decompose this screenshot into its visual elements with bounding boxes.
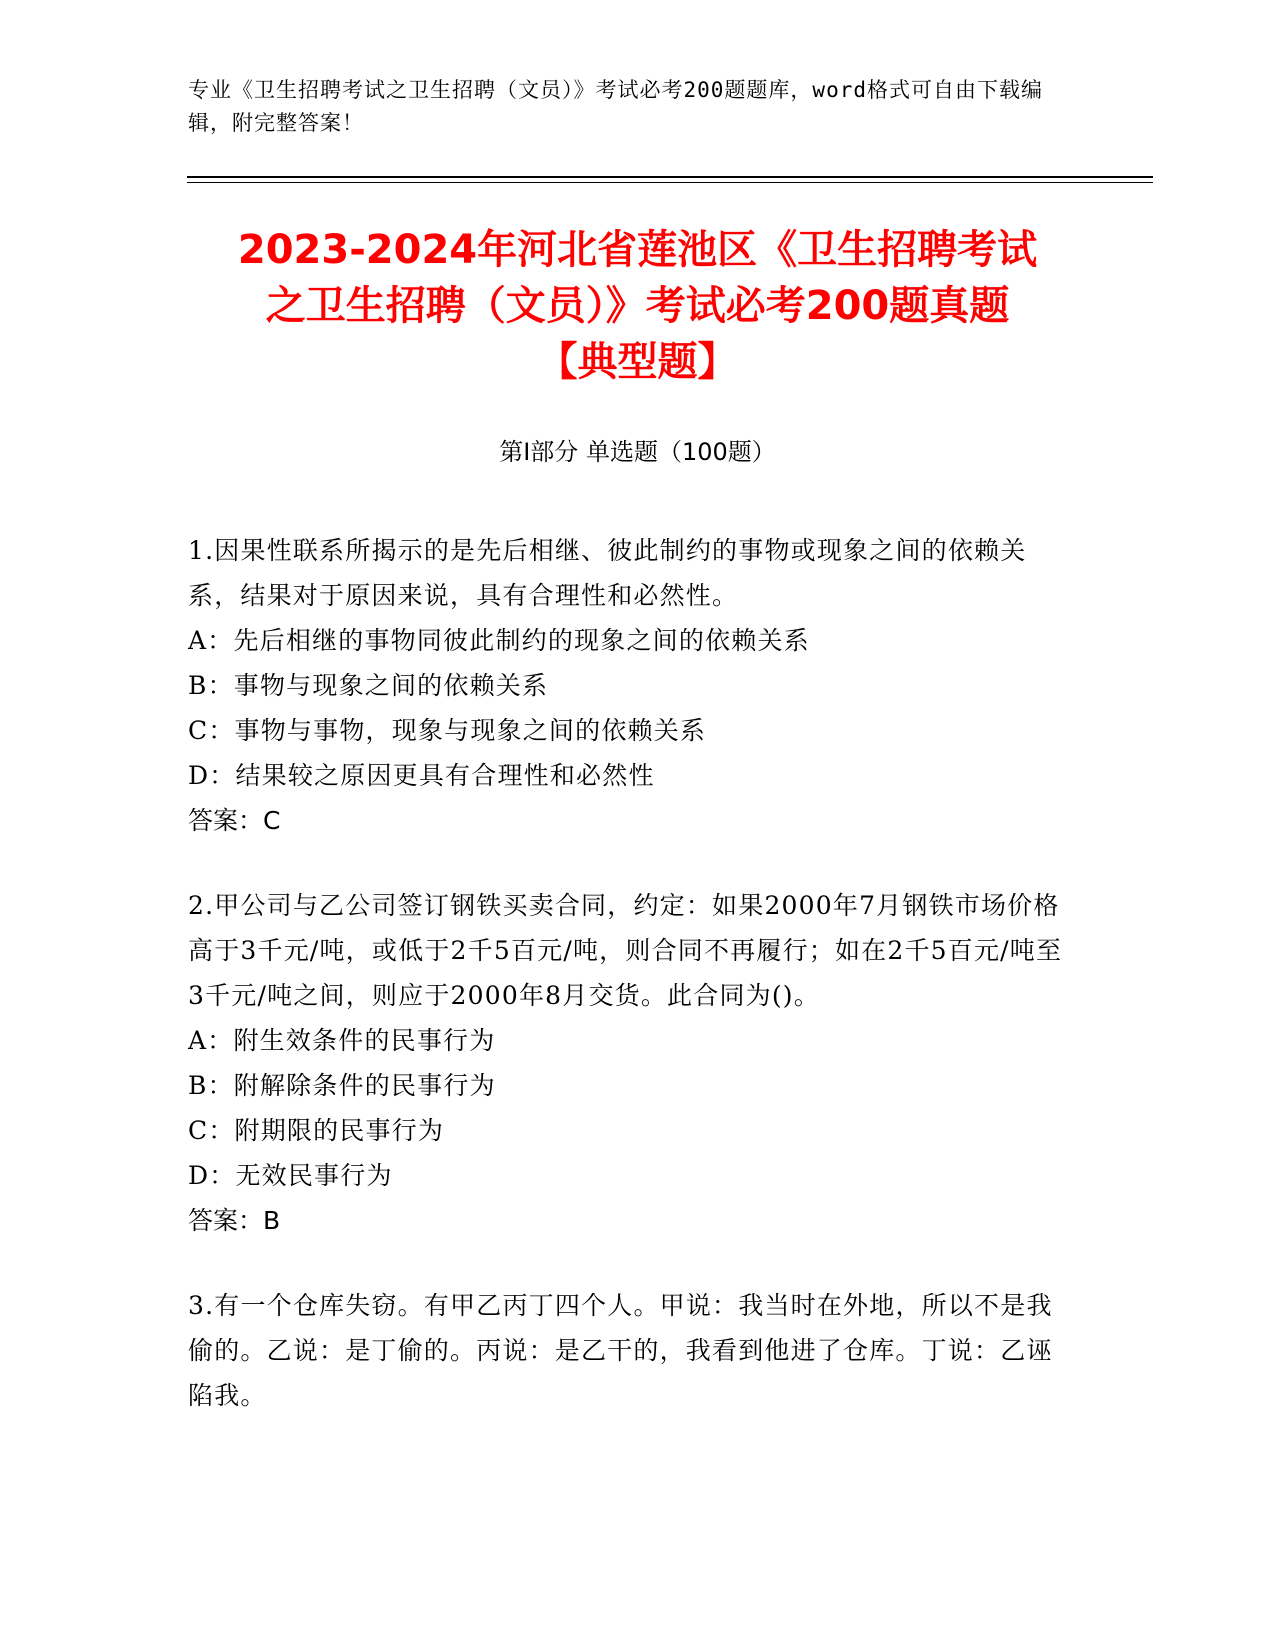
question-text: 3.有一个仓库失窃。有甲乙丙丁四个人。甲说：我当时在外地，所以不是我偷的。乙说：是丁偷的。丙说：是乙干的，我看到他进了仓库。丁说：乙诬陷我。 (188, 1291, 1053, 1410)
option-a: A：先后相继的事物同彼此制约的现象之间的依赖关系 (188, 626, 810, 655)
question-text: 2.甲公司与乙公司签订钢铁买卖合同，约定：如果2000年7月钢铁市场价格高于3千元/吨，或低于2千5百元/吨，则合同不再履行；如在2千5百元/吨至3千元/吨之间，则应于2000年8月交货。此合同为()。 (188, 891, 1063, 1010)
header-divider-thick (187, 176, 1153, 178)
question-list (188, 528, 1068, 1458)
section-title: 第Ⅰ部分 单选题（100题） (499, 438, 776, 466)
document-title (150, 222, 1125, 390)
option-c: C：附期限的民事行为 (188, 1116, 445, 1145)
title-line: 【典型题】 (537, 339, 738, 385)
title-line: 2023-2024年河北省莲池区《卫生招聘考试 (237, 227, 1038, 273)
header-note: 专业《卫生招聘考试之卫生招聘（文员）》考试必考200题题库，word格式可自由下载编辑，附完整答案！ (188, 78, 1043, 135)
question-text: 1.因果性联系所揭示的是先后相继、彼此制约的事物或现象之间的依赖关系，结果对于原因来说，具有合理性和必然性。 (188, 536, 1027, 610)
option-d: D：无效民事行为 (188, 1161, 393, 1190)
option-d: D：结果较之原因更具有合理性和必然性 (188, 761, 655, 790)
header-divider-thin (187, 182, 1153, 183)
question-item (188, 883, 1068, 1243)
answer-label: 答案：B (188, 1206, 281, 1235)
answer-label: 答案：C (188, 806, 281, 835)
option-b: B：事物与现象之间的依赖关系 (188, 671, 549, 700)
option-b: B：附解除条件的民事行为 (188, 1071, 496, 1100)
question-item (188, 528, 1068, 843)
question-item (188, 1283, 1068, 1418)
option-c: C：事物与事物，现象与现象之间的依赖关系 (188, 716, 707, 745)
title-line: 之卫生招聘（文员）》考试必考200题真题 (265, 283, 1010, 329)
option-a: A：附生效条件的民事行为 (188, 1026, 496, 1055)
